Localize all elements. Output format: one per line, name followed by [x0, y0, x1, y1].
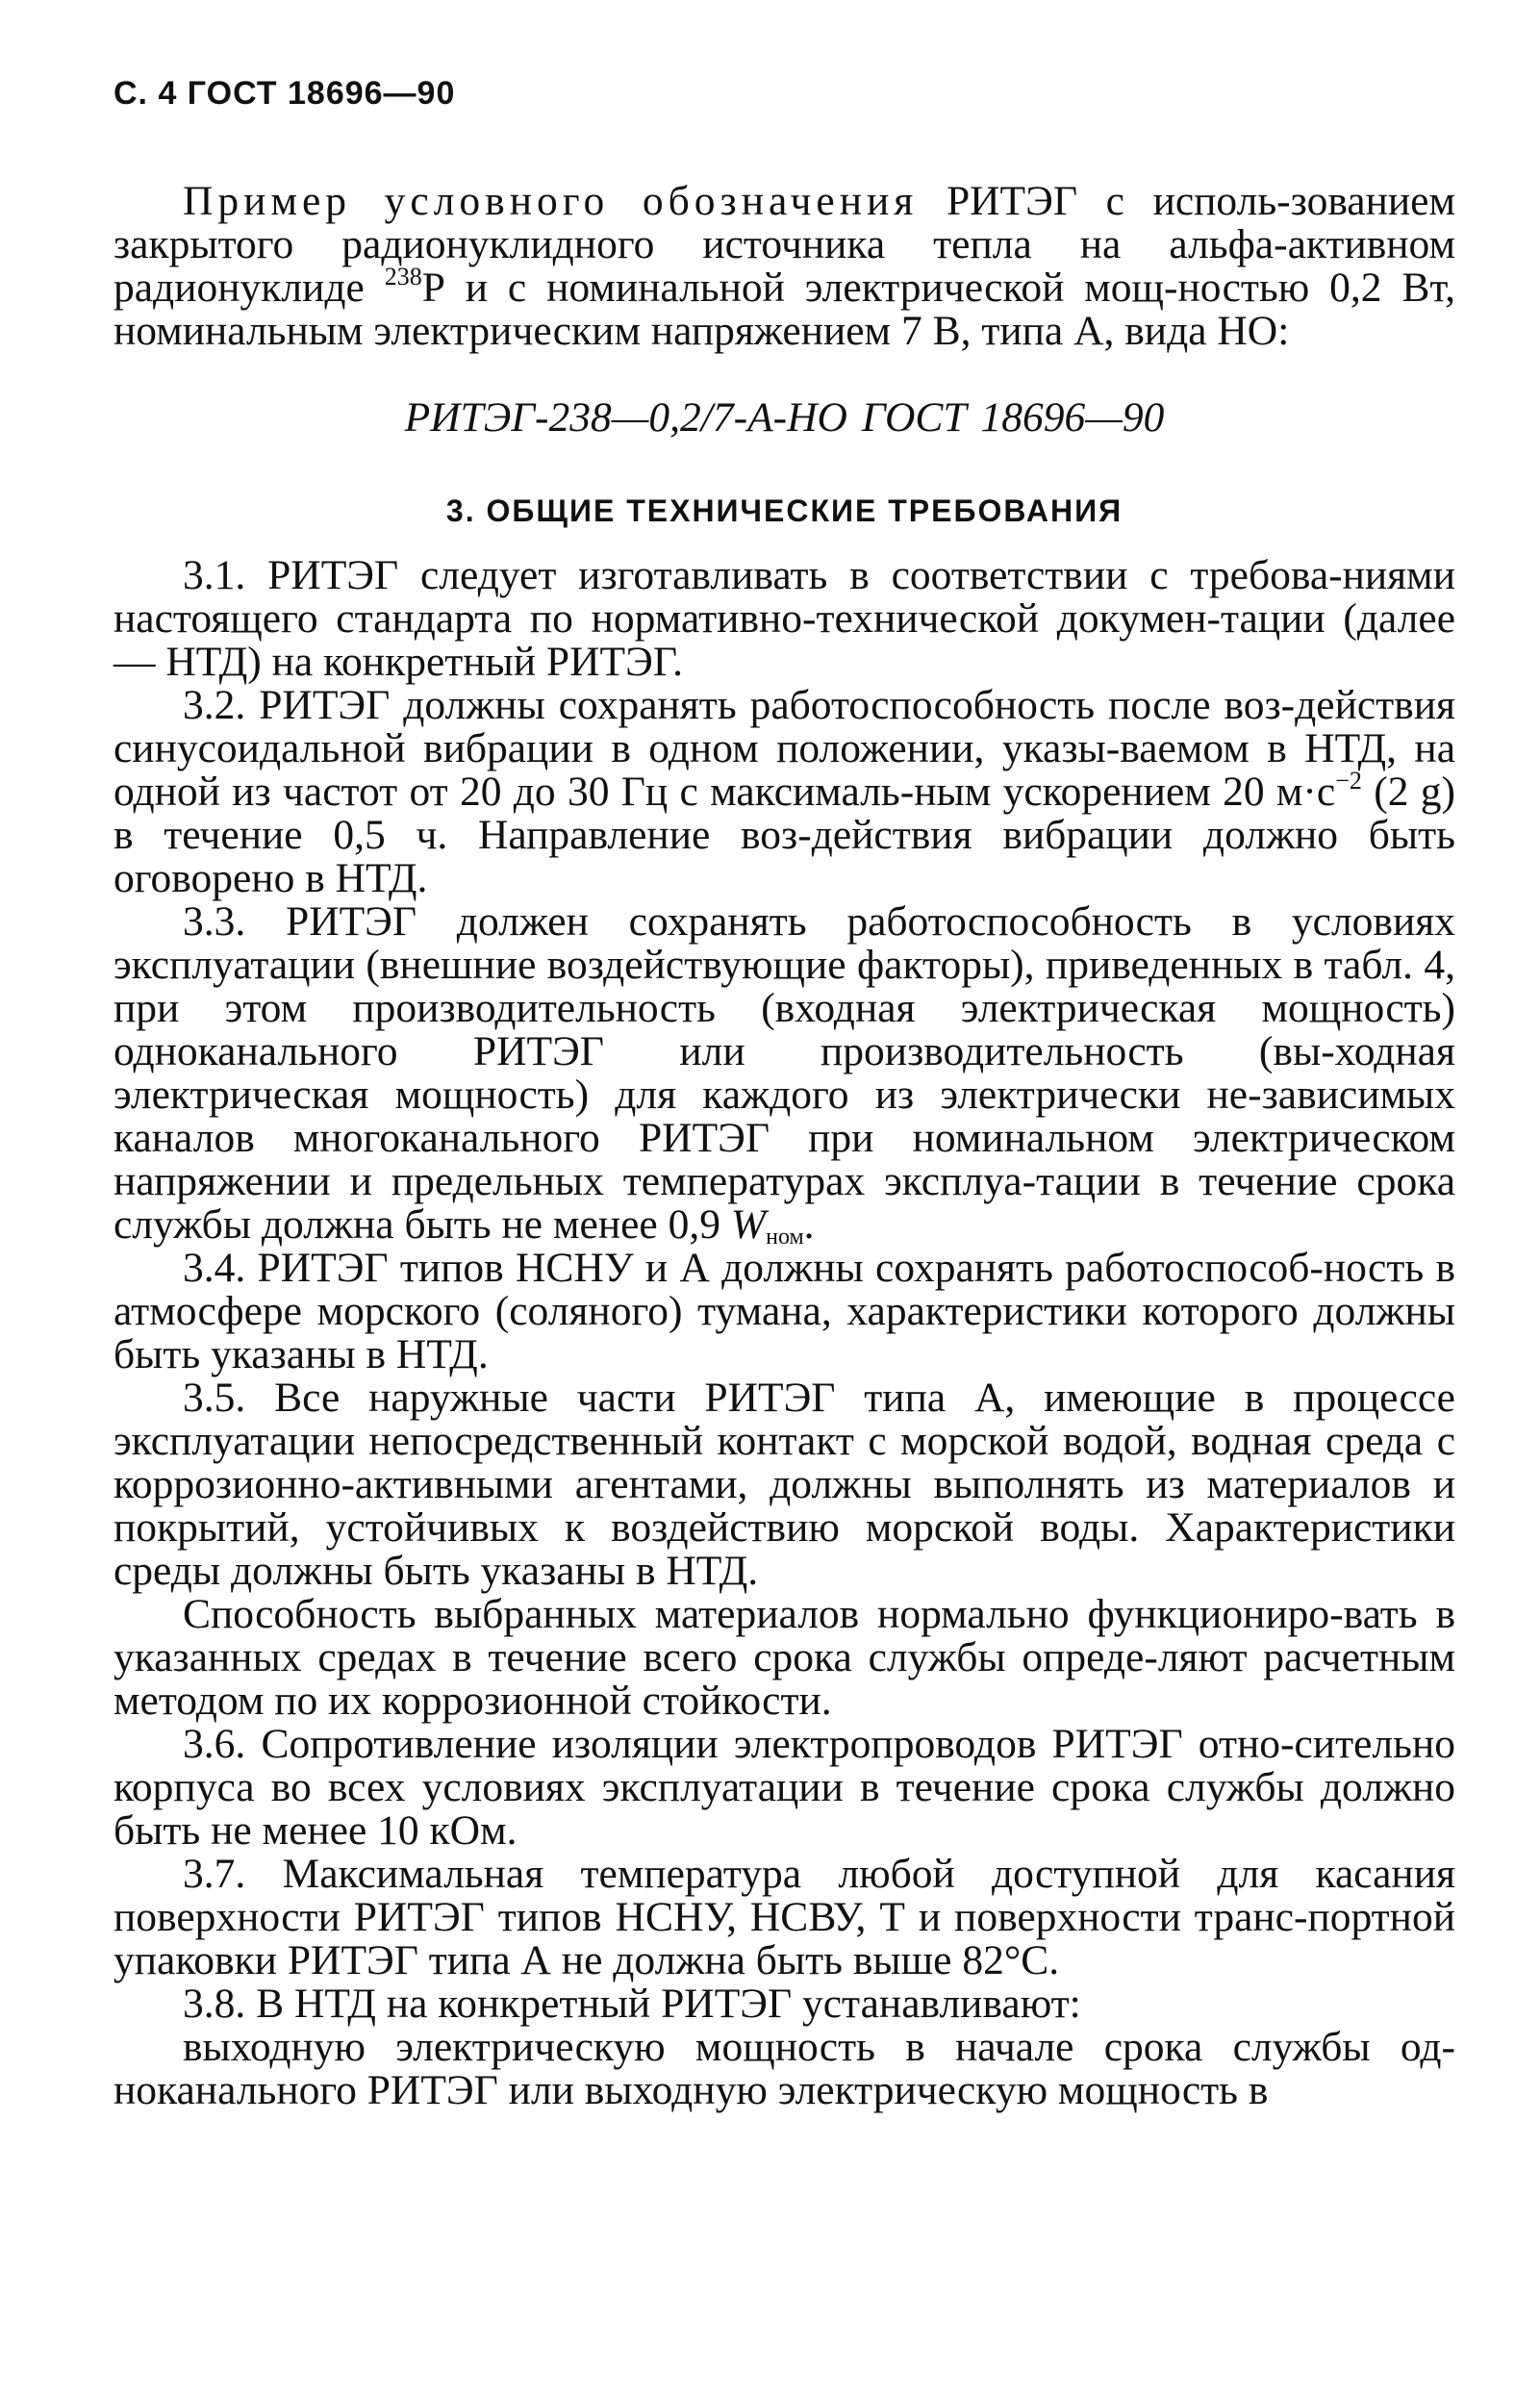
- clause-3-5: 3.5. Все наружные части РИТЭГ типа А, имеющие в процессе эксплуатации непосредственный контакт с морской водой, водная среда с коррозионно-активными агентами, должны выполнять из материалов и покрытий, устойчивых к воздействию морской воды. Характеристики среды должны быть указаны в НТД.: [114, 1375, 1455, 1594]
- running-head: С. 4 ГОСТ 18696—90: [114, 75, 456, 112]
- section-title: 3. ОБЩИЕ ТЕХНИЧЕСКИЕ ТРЕБОВАНИЯ: [445, 493, 1123, 528]
- example-text-1: РИТЭГ с исполь-зованием закрытого радионуклидного источника тепла на альфа-активном радионуклиде: [114, 178, 1455, 311]
- clause-3-2-text-a: 3.2. РИТЭГ должны сохранять работоспособность после воз-действия синусоидальной вибрации в одном положении, указы-ваемом в НТД, на одной из частот от 20 до 30 Гц с максималь-ным ускорением 20 м·с: [114, 682, 1455, 815]
- clause-3-7: 3.7. Максимальная температура любой доступной для касания поверхности РИТЭГ типов НСНУ, НСВУ, Т и поверхности транс-портной упаковки РИТЭГ типа А не должна быть выше 82°С.: [114, 1851, 1455, 1983]
- clause-3-3-text: 3.3. РИТЭГ должен сохранять работоспособность в условиях эксплуатации (внешние воздействующие факторы), приведенных в табл. 4, при этом производительность (входная электрическая мощность) одноканального РИТЭГ или производительность (вы-ходная электрическая мощность) для каждого из электрически не-зависимых каналов многоканального РИТЭГ при номинальном электрическом напряжении и предельных температурах эксплуа-тации в течение срока службы должна быть не менее 0,9: [114, 898, 1455, 1248]
- clause-3-2-exponent: −2: [1335, 767, 1362, 795]
- power-symbol: W: [730, 1201, 767, 1248]
- clause-3-5-note: Способность выбранных материалов нормально функциониро-вать в указанных средах в течение всего срока службы опреде-ляют расчетным методом по их коррозионной стойкости.: [114, 1591, 1455, 1724]
- clause-3-3: [114, 898, 1455, 1250]
- document-page: [114, 75, 1455, 2112]
- clause-3-2-text-b: (2 g) в течение 0,5 ч. Направление воз-действия вибрации должно быть оговорено в НТД.: [114, 769, 1456, 901]
- isotope-mass-number: 238: [384, 263, 422, 290]
- example-text-2: Р и с номинальной электрической мощ-ностью 0,2 Вт, номинальным электрическим напряжением 7 В, типа А, вида НО:: [114, 265, 1455, 354]
- clause-3-2: [114, 684, 1455, 900]
- clause-3-8: 3.8. В НТД на конкретный РИТЭГ устанавливают:: [183, 1981, 1081, 2027]
- clause-3-4: 3.4. РИТЭГ типов НСНУ и А должны сохранять работоспособ-ность в атмосфере морского (соляного) тумана, характеристики которого должны быть указаны в НТД.: [114, 1245, 1455, 1377]
- clause-3-1: 3.1. РИТЭГ следует изготавливать в соответствии с требова-ниями настоящего стандарта по нормативно-технической докумен-тации (далее — НТД) на конкретный РИТЭГ.: [114, 552, 1455, 685]
- designation-formula: РИТЭГ-238—0,2/7-А-НО ГОСТ 18696—90: [404, 394, 1165, 441]
- designation-example-paragraph: [114, 180, 1455, 353]
- power-subscript: ном: [766, 1225, 804, 1250]
- clause-3-3-end: .: [803, 1201, 815, 1248]
- clause-3-6: 3.6. Сопротивление изоляции электропроводов РИТЭГ отно-сительно корпуса во всех условиях эксплуатации в течение срока службы должно быть не менее 10 кОм.: [114, 1721, 1455, 1854]
- example-lead: Пример условного обозначения: [183, 178, 919, 224]
- clause-3-8-item: выходную электрическую мощность в начале срока службы од-ноканального РИТЭГ или выходную электрическую мощность в: [114, 2024, 1455, 2113]
